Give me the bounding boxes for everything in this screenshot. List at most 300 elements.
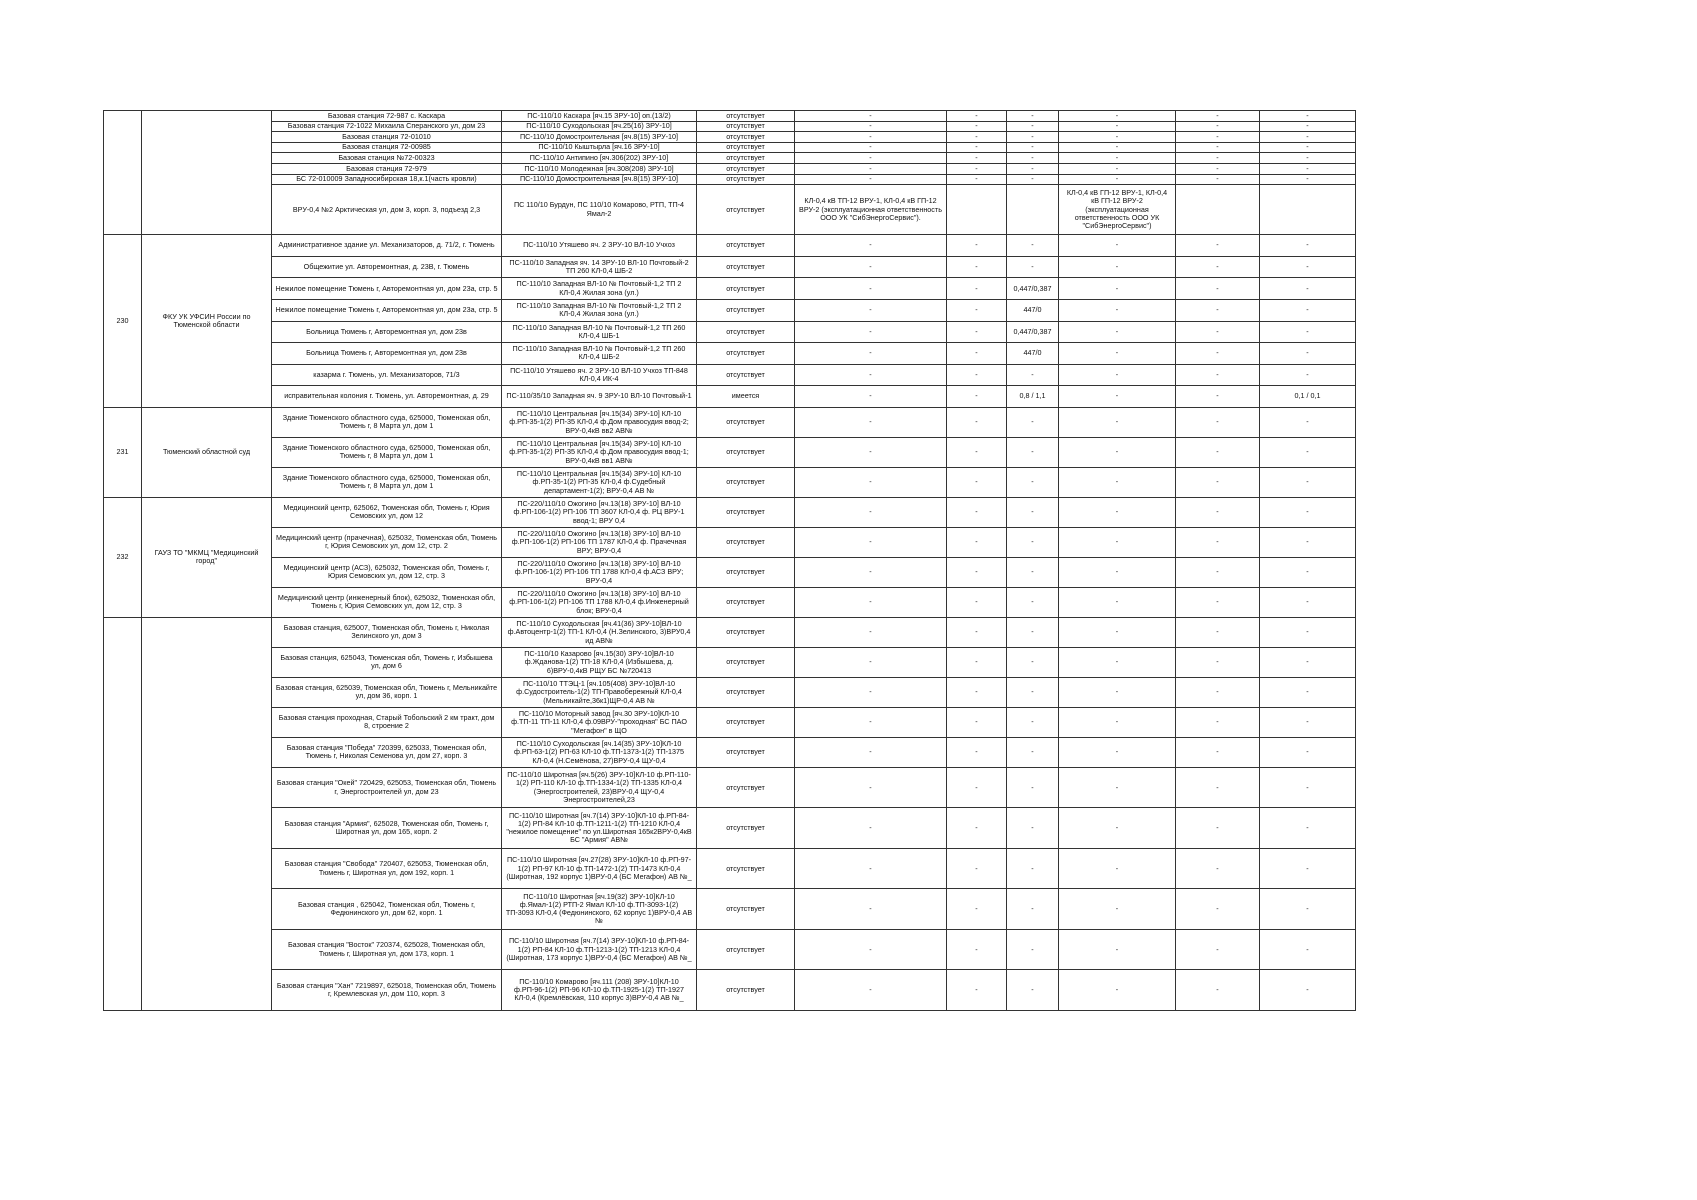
cell-c6: 447/0	[1007, 343, 1059, 365]
cell-c7: -	[1059, 617, 1176, 647]
cell-c4: -	[795, 497, 947, 527]
cell-c5: -	[947, 527, 1007, 557]
cell-c6: -	[1007, 970, 1059, 1011]
cell-c9: -	[1260, 737, 1356, 767]
cell-c5: -	[947, 121, 1007, 132]
cell-c9: 0,1 / 0,1	[1260, 386, 1356, 408]
table-row	[104, 497, 1356, 527]
cell-addr: Здание Тюменского областного суда, 625000, Тюменская обл, Тюмень г, 8 Марта ул, дом 1	[272, 467, 502, 497]
cell-src: ПС-110/10 Западная ВЛ-10 № Почтовый-1,2 ТП 2 КЛ-0,4 Жилая зона (ул.)	[502, 278, 697, 300]
cell-c8: -	[1176, 808, 1260, 849]
table-row	[104, 153, 1356, 164]
cell-c5: -	[947, 437, 1007, 467]
cell-c7: -	[1059, 647, 1176, 677]
cell-c9	[1260, 185, 1356, 235]
cell-c6: -	[1007, 163, 1059, 174]
cell-src: ПС-110/10 Антипино [яч.306(202) ЗРУ-10]	[502, 153, 697, 164]
cell-src: ПС-110/10 Суходольская [яч.41(36) ЗРУ-10]ВЛ-10 ф.Автоцентр-1(2) ТП-1 КЛ-0,4 (Н.Зелинского, 3)ВРУ0,4 ид АВ№	[502, 617, 697, 647]
cell-c5: -	[947, 737, 1007, 767]
organization-name: ФКУ УК УФСИН России по Тюменской области	[142, 235, 272, 408]
cell-c7: -	[1059, 163, 1176, 174]
cell-c4: -	[795, 617, 947, 647]
cell-c7: -	[1059, 321, 1176, 343]
cell-c7: -	[1059, 970, 1176, 1011]
section-number	[104, 111, 142, 235]
cell-c8: -	[1176, 497, 1260, 527]
cell-status: отсутствует	[697, 467, 795, 497]
cell-addr: Медицинский центр (АСЗ), 625032, Тюменская обл, Тюмень г, Юрия Семовских ул, дом 12, стр. 3	[272, 557, 502, 587]
cell-addr: Базовая станция проходная, Старый Тобольский 2 км тракт, дом 8, строение 2	[272, 707, 502, 737]
cell-c8: -	[1176, 321, 1260, 343]
cell-addr: Базовая станция , 625042, Тюменская обл, Тюмень г, Федюнинского ул, дом 62, корп. 1	[272, 889, 502, 930]
cell-c8: -	[1176, 848, 1260, 889]
cell-c4: -	[795, 386, 947, 408]
cell-src: ПС-110/10 Утяшево яч. 2 ЗРУ-10 ВЛ-10 Учхоз	[502, 235, 697, 257]
cell-c8: -	[1176, 527, 1260, 557]
cell-status: отсутствует	[697, 557, 795, 587]
cell-src: ПС-110/10 Центральная [яч.15(34) ЗРУ-10] КЛ-10 ф.РП-35-1(2) РП-35 КЛ-0,4 ф.Судебный департамент-1(2); ВРУ-0,4 АВ №	[502, 467, 697, 497]
cell-status: отсутствует	[697, 497, 795, 527]
cell-c5: -	[947, 153, 1007, 164]
cell-c7: -	[1059, 889, 1176, 930]
cell-addr: Нежилое помещение Тюмень г, Авторемонтная ул, дом 23а, стр. 5	[272, 299, 502, 321]
cell-c7: -	[1059, 677, 1176, 707]
cell-c9: -	[1260, 467, 1356, 497]
cell-c6: -	[1007, 737, 1059, 767]
cell-c5: -	[947, 132, 1007, 143]
cell-c9: -	[1260, 437, 1356, 467]
cell-src: ПС-110/10 Кыштырла [яч.16 ЗРУ-10]	[502, 142, 697, 153]
cell-c5: -	[947, 767, 1007, 808]
cell-c9: -	[1260, 321, 1356, 343]
cell-c4: -	[795, 527, 947, 557]
cell-addr: Здание Тюменского областного суда, 625000, Тюменская обл, Тюмень г, 8 Марта ул, дом 1	[272, 407, 502, 437]
cell-c7: -	[1059, 527, 1176, 557]
cell-status: отсутствует	[697, 587, 795, 617]
cell-c8: -	[1176, 256, 1260, 278]
cell-c8: -	[1176, 235, 1260, 257]
cell-c4: -	[795, 467, 947, 497]
cell-status: отсутствует	[697, 677, 795, 707]
cell-addr: Нежилое помещение Тюмень г, Авторемонтная ул, дом 23а, стр. 5	[272, 278, 502, 300]
cell-src: ПС-110/35/10 Западная яч. 9 ЗРУ-10 ВЛ-10 Почтовый-1	[502, 386, 697, 408]
cell-status: отсутствует	[697, 407, 795, 437]
table-row	[104, 142, 1356, 153]
cell-c4: -	[795, 808, 947, 849]
table-row	[104, 256, 1356, 278]
cell-src: ПС-110/10 Домостроительная [яч.8(15) ЗРУ-10]	[502, 132, 697, 143]
cell-c6: -	[1007, 153, 1059, 164]
cell-addr: Базовая станция 72-01010	[272, 132, 502, 143]
cell-addr: Базовая станция 72-987 с. Каскара	[272, 111, 502, 122]
cell-src: ПС-110/10 Домостроительная [яч.8(15) ЗРУ-10]	[502, 174, 697, 185]
cell-c8: -	[1176, 153, 1260, 164]
cell-addr: Общежитие ул. Авторемонтная, д. 23В, г. Тюмень	[272, 256, 502, 278]
table-row	[104, 467, 1356, 497]
section-number: 230	[104, 235, 142, 408]
cell-c9: -	[1260, 527, 1356, 557]
cell-status: отсутствует	[697, 707, 795, 737]
cell-c7: КЛ-0,4 кВ ГП-12 ВРУ-1, КЛ-0,4 кВ ГП-12 ВРУ-2 (эксплуатационная ответственность ООО УК "СибЭнергоСервис")	[1059, 185, 1176, 235]
cell-c5: -	[947, 343, 1007, 365]
table-row	[104, 174, 1356, 185]
cell-c7: -	[1059, 121, 1176, 132]
table-row	[104, 848, 1356, 889]
cell-addr: Базовая станция 72-00985	[272, 142, 502, 153]
cell-c9: -	[1260, 808, 1356, 849]
cell-c8: -	[1176, 142, 1260, 153]
cell-c8: -	[1176, 437, 1260, 467]
table-row	[104, 111, 1356, 122]
cell-c6: 0,447/0,387	[1007, 278, 1059, 300]
table-row	[104, 647, 1356, 677]
cell-c6: -	[1007, 497, 1059, 527]
cell-c6: -	[1007, 889, 1059, 930]
cell-c5: -	[947, 557, 1007, 587]
cell-addr: Медицинский центр (инженерный блок), 625032, Тюменская обл, Тюмень г, Юрия Семовских ул, дом 12, стр. 3	[272, 587, 502, 617]
cell-status: отсутствует	[697, 278, 795, 300]
cell-c8: -	[1176, 343, 1260, 365]
cell-src: ПС-110/10 ТТЭЦ-1 [яч.105(408) ЗРУ-10]ВЛ-10 ф.Судостроитель-1(2) ТП-Правобережный КЛ-0,4 (Мельникайте,36к1)ЩР-0,4 АВ №	[502, 677, 697, 707]
cell-c8: -	[1176, 617, 1260, 647]
cell-c7: -	[1059, 111, 1176, 122]
cell-src: ПС-110/10 Моторный завод [яч.30 ЗРУ-10]КЛ-10 ф.ТП-11 ТП-11 КЛ-0,4 ф.09ВРУ-"проходная" БС ПАО "Мегафон" в ЩО	[502, 707, 697, 737]
table-row	[104, 299, 1356, 321]
table-row	[104, 808, 1356, 849]
cell-c7: -	[1059, 808, 1176, 849]
cell-c4: КЛ-0,4 кВ ТП-12 ВРУ-1, КЛ-0,4 кВ ГП-12 ВРУ-2 (эксплуатационная ответственность ООО УК "СибЭнергоСервис").	[795, 185, 947, 235]
cell-c7: -	[1059, 299, 1176, 321]
cell-addr: Здание Тюменского областного суда, 625000, Тюменская обл, Тюмень г, 8 Марта ул, дом 1	[272, 437, 502, 467]
cell-status: отсутствует	[697, 185, 795, 235]
cell-c5: -	[947, 321, 1007, 343]
cell-src: ПС-110/10 Каскара [яч.15 ЗРУ-10] оп.(13/2)	[502, 111, 697, 122]
cell-status: отсутствует	[697, 737, 795, 767]
cell-c5: -	[947, 970, 1007, 1011]
cell-c5: -	[947, 808, 1007, 849]
cell-c7: -	[1059, 142, 1176, 153]
organization-name	[142, 617, 272, 1010]
table-row	[104, 889, 1356, 930]
cell-c5: -	[947, 142, 1007, 153]
section-number: 231	[104, 407, 142, 497]
table-row	[104, 707, 1356, 737]
cell-c4: -	[795, 256, 947, 278]
cell-c8: -	[1176, 707, 1260, 737]
cell-src: ПС-220/110/10 Ожогино [яч.13(18) ЗРУ-10] ВЛ-10 ф.РП-106-1(2) РП-106 ТП 3607 КЛ-0,4 ф. РЦ ВРУ-1 ввод-1; ВРУ 0,4	[502, 497, 697, 527]
cell-c4: -	[795, 163, 947, 174]
cell-addr: Базовая станция "Свобода" 720407, 625053, Тюменская обл, Тюмень г, Широтная ул, дом 192, корп. 1	[272, 848, 502, 889]
cell-status: отсутствует	[697, 299, 795, 321]
cell-status: отсутствует	[697, 235, 795, 257]
section-number: 232	[104, 497, 142, 617]
cell-addr: Базовая станция "Победа" 720399, 625033, Тюменская обл, Тюмень г, Николая Семенова ул, дом 27, корп. 3	[272, 737, 502, 767]
cell-c7: -	[1059, 587, 1176, 617]
cell-c6: -	[1007, 235, 1059, 257]
cell-src: ПС-110/10 Широтная [яч.7(14) ЗРУ-10]КЛ-10 ф.РП-84-1(2) РП-84 КЛ-10 ф.ТП-1211-1(2) ТП-1210 КЛ-0,4 "нежилое помещение" по ул.Широтная 165к2ВРУ-0,4кВ БС "Армия" АВ№	[502, 808, 697, 849]
table-row	[104, 407, 1356, 437]
cell-c7: -	[1059, 132, 1176, 143]
cell-status: отсутствует	[697, 527, 795, 557]
cell-c8: -	[1176, 587, 1260, 617]
cell-addr: ВРУ-0,4 №2 Арктическая ул, дом 3, корп. 3, подъезд 2,3	[272, 185, 502, 235]
cell-addr: Базовая станция, 625039, Тюменская обл, Тюмень г, Мельникайте ул, дом 36, корп. 1	[272, 677, 502, 707]
cell-src: ПС-220/110/10 Ожогино [яч.13(18) ЗРУ-10] ВЛ-10 ф.РП-106-1(2) РП-106 ТП 1787 КЛ-0,4 ф. Прачечная ВРУ; ВРУ-0,4	[502, 527, 697, 557]
cell-src: ПС-220/110/10 Ожогино [яч.13(18) ЗРУ-10] ВЛ-10 ф.РП-106-1(2) РП-106 ТП 1788 КЛ-0,4 ф.Инженерный блок; ВРУ-0,4	[502, 587, 697, 617]
cell-c9: -	[1260, 889, 1356, 930]
cell-c6: -	[1007, 407, 1059, 437]
cell-src: ПС-110/10 Комарово [яч.111 (208) ЗРУ-10]КЛ-10 ф.РП-96-1(2) РП-96 КЛ-10 ф.ТП-1925-1(2) ТП-1927 КЛ-0,4 (Кремлёвская, 110 корпус 3)ВРУ-0,4 АВ №_	[502, 970, 697, 1011]
cell-status: отсутствует	[697, 256, 795, 278]
cell-c4: -	[795, 343, 947, 365]
cell-c7: -	[1059, 737, 1176, 767]
cell-c8: -	[1176, 364, 1260, 386]
cell-status: отсутствует	[697, 174, 795, 185]
cell-c8: -	[1176, 278, 1260, 300]
cell-c6: -	[1007, 557, 1059, 587]
cell-status: отсутствует	[697, 153, 795, 164]
cell-c9: -	[1260, 142, 1356, 153]
cell-c5: -	[947, 174, 1007, 185]
cell-status: отсутствует	[697, 970, 795, 1011]
cell-c7: -	[1059, 278, 1176, 300]
cell-src: ПС-110/10 Молодежная [яч.308(208) ЗРУ-10]	[502, 163, 697, 174]
cell-c6	[1007, 185, 1059, 235]
cell-src: ПС-110/10 Широтная [яч.19(32) ЗРУ-10]КЛ-10 ф.Ямал-1(2) РТП-2 Ямал КЛ-10 ф.ТП-3093-1(2) ТП-3093 КЛ-0,4 (Федюнинского, 62 корпус 1)ВРУ-0,4 АВ №	[502, 889, 697, 930]
cell-status: отсутствует	[697, 343, 795, 365]
cell-c6: -	[1007, 364, 1059, 386]
cell-c8	[1176, 185, 1260, 235]
cell-c8: -	[1176, 647, 1260, 677]
cell-src: ПС-110/10 Широтная [яч.27(28) ЗРУ-10]КЛ-10 ф.РП-97-1(2) РП-97 КЛ-10 ф.ТП-1472-1(2) ТП-1473 КЛ-0,4 (Широтная, 192 корпус 1)ВРУ-0,4 (БС Мегафон) АВ №_	[502, 848, 697, 889]
cell-c4: -	[795, 235, 947, 257]
cell-addr: Базовая станция 72-979	[272, 163, 502, 174]
cell-c9: -	[1260, 278, 1356, 300]
cell-c8: -	[1176, 407, 1260, 437]
cell-src: ПС-110/10 Западная ВЛ-10 № Почтовый-1,2 ТП 260 КЛ-0,4 ШБ-1	[502, 321, 697, 343]
cell-src: ПС-110/10 Казарово [яч.15(30) ЗРУ-10]ВЛ-10 ф.Жданова-1(2) ТП-18 КЛ-0,4 (Избышева, д. 6)ВРУ-0,4кВ РЩУ БС №720413	[502, 647, 697, 677]
cell-c4: -	[795, 407, 947, 437]
cell-addr: Базовая станция "Хан" 7219897, 625018, Тюменская обл, Тюмень г, Кремлевская ул, дом 110, корп. 3	[272, 970, 502, 1011]
section-number	[104, 617, 142, 1010]
cell-addr: Медицинский центр (прачечная), 625032, Тюменская обл, Тюмень г, Юрия Семовских ул, дом 12, стр. 2	[272, 527, 502, 557]
cell-c8: -	[1176, 970, 1260, 1011]
cell-c6: 0,447/0,387	[1007, 321, 1059, 343]
cell-c9: -	[1260, 111, 1356, 122]
organization-name: Тюменский областной суд	[142, 407, 272, 497]
cell-c9: -	[1260, 174, 1356, 185]
cell-c9: -	[1260, 647, 1356, 677]
cell-c5: -	[947, 407, 1007, 437]
cell-status: отсутствует	[697, 142, 795, 153]
cell-c9: -	[1260, 557, 1356, 587]
cell-c8: -	[1176, 767, 1260, 808]
data-table	[103, 110, 1356, 1011]
cell-c7: -	[1059, 557, 1176, 587]
cell-status: отсутствует	[697, 132, 795, 143]
table-row	[104, 235, 1356, 257]
cell-c7: -	[1059, 467, 1176, 497]
cell-c5: -	[947, 707, 1007, 737]
cell-c6: -	[1007, 587, 1059, 617]
cell-c8: -	[1176, 174, 1260, 185]
table-row	[104, 343, 1356, 365]
cell-c9: -	[1260, 707, 1356, 737]
cell-status: отсутствует	[697, 121, 795, 132]
cell-c5: -	[947, 299, 1007, 321]
cell-c8: -	[1176, 111, 1260, 122]
cell-c9: -	[1260, 132, 1356, 143]
cell-c6: -	[1007, 174, 1059, 185]
cell-status: отсутствует	[697, 364, 795, 386]
table-row	[104, 527, 1356, 557]
table-row	[104, 437, 1356, 467]
table-row	[104, 321, 1356, 343]
cell-status: отсутствует	[697, 767, 795, 808]
cell-c4: -	[795, 437, 947, 467]
cell-addr: Базовая станция 72-1022 Михаила Сперанского ул, дом 23	[272, 121, 502, 132]
cell-c4: -	[795, 587, 947, 617]
cell-c9: -	[1260, 970, 1356, 1011]
cell-src: ПС-110/10 Утяшево яч. 2 ЗРУ-10 ВЛ-10 Учхоз ТП-848 КЛ-0,4 ИК-4	[502, 364, 697, 386]
cell-addr: Больница Тюмень г, Авторемонтная ул, дом 23в	[272, 321, 502, 343]
cell-status: отсутствует	[697, 647, 795, 677]
cell-c7: -	[1059, 929, 1176, 970]
cell-addr: Базовая станция "Армия", 625028, Тюменская обл, Тюмень г, Широтная ул, дом 165, корп. 2	[272, 808, 502, 849]
cell-addr: Базовая станция "Восток" 720374, 625028, Тюменская обл, Тюмень г, Широтная ул, дом 173, корп. 1	[272, 929, 502, 970]
cell-c4: -	[795, 299, 947, 321]
cell-c4: -	[795, 848, 947, 889]
table-row	[104, 767, 1356, 808]
cell-c4: -	[795, 737, 947, 767]
cell-c8: -	[1176, 121, 1260, 132]
cell-c7: -	[1059, 343, 1176, 365]
cell-c6: -	[1007, 808, 1059, 849]
cell-c5: -	[947, 386, 1007, 408]
cell-c9: -	[1260, 497, 1356, 527]
cell-c5: -	[947, 497, 1007, 527]
cell-c4: -	[795, 557, 947, 587]
cell-status: отсутствует	[697, 437, 795, 467]
cell-c6: -	[1007, 647, 1059, 677]
cell-c9: -	[1260, 617, 1356, 647]
cell-c4: -	[795, 767, 947, 808]
cell-addr: Базовая станция "Окей" 720429, 625053, Тюменская обл, Тюмень г, Энергостроителей ул, дом 23	[272, 767, 502, 808]
cell-c4: -	[795, 153, 947, 164]
organization-name	[142, 111, 272, 235]
cell-c7: -	[1059, 386, 1176, 408]
cell-src: ПС-110/10 Западная яч. 14 ЗРУ-10 ВЛ-10 Почтовый-2 ТП 260 КЛ-0,4 ШБ-2	[502, 256, 697, 278]
cell-c6: -	[1007, 121, 1059, 132]
table-row	[104, 557, 1356, 587]
cell-c6: -	[1007, 707, 1059, 737]
cell-c5: -	[947, 587, 1007, 617]
cell-c5: -	[947, 111, 1007, 122]
cell-c9: -	[1260, 256, 1356, 278]
cell-c5: -	[947, 256, 1007, 278]
table-row	[104, 386, 1356, 408]
cell-c6: -	[1007, 437, 1059, 467]
cell-c6: -	[1007, 677, 1059, 707]
cell-c5: -	[947, 929, 1007, 970]
cell-c9: -	[1260, 587, 1356, 617]
cell-c9: -	[1260, 299, 1356, 321]
cell-status: отсутствует	[697, 929, 795, 970]
cell-c5: -	[947, 278, 1007, 300]
cell-c8: -	[1176, 557, 1260, 587]
cell-c9: -	[1260, 929, 1356, 970]
table-row	[104, 677, 1356, 707]
cell-c9: -	[1260, 235, 1356, 257]
table-row	[104, 970, 1356, 1011]
cell-c8: -	[1176, 889, 1260, 930]
cell-c5: -	[947, 889, 1007, 930]
cell-src: ПС-110/10 Суходольская [яч.14(35) ЗРУ-10]КЛ-10 ф.РП-63-1(2) РП-63 КЛ-10 ф.ТП-1373-1(2) ТП-1375 КЛ-0,4 (Н.Семёнова, 27)ВРУ-0,4 ЩУ-0,4	[502, 737, 697, 767]
cell-c6: -	[1007, 848, 1059, 889]
cell-c6: -	[1007, 617, 1059, 647]
cell-src: ПС-110/10 Западная ВЛ-10 № Почтовый-1,2 ТП 260 КЛ-0,4 ШБ-2	[502, 343, 697, 365]
cell-status: отсутствует	[697, 889, 795, 930]
cell-c4: -	[795, 970, 947, 1011]
cell-src: ПС-110/10 Центральная [яч.15(34) ЗРУ-10] КЛ-10 ф.РП-35-1(2) РП-35 КЛ-0,4 ф.Дом правосудия ввод-2; ВРУ-0,4кВ вв2 АВ№	[502, 407, 697, 437]
cell-status: отсутствует	[697, 321, 795, 343]
cell-addr: исправительная колония г. Тюмень, ул. Авторемонтная, д. 29	[272, 386, 502, 408]
cell-c9: -	[1260, 121, 1356, 132]
organization-name: ГАУЗ ТО "МКМЦ "Медицинский город"	[142, 497, 272, 617]
cell-c8: -	[1176, 132, 1260, 143]
cell-addr: Больница Тюмень г, Авторемонтная ул, дом 23в	[272, 343, 502, 365]
cell-c4: -	[795, 647, 947, 677]
cell-c7: -	[1059, 235, 1176, 257]
cell-c5: -	[947, 848, 1007, 889]
cell-c6: -	[1007, 142, 1059, 153]
cell-status: отсутствует	[697, 163, 795, 174]
cell-c4: -	[795, 321, 947, 343]
cell-c9: -	[1260, 364, 1356, 386]
cell-src: ПС-110/10 Западная ВЛ-10 № Почтовый-1,2 ТП 2 КЛ-0,4 Жилая зона (ул.)	[502, 299, 697, 321]
cell-c7: -	[1059, 407, 1176, 437]
cell-c8: -	[1176, 467, 1260, 497]
cell-c6: -	[1007, 767, 1059, 808]
cell-status: отсутствует	[697, 808, 795, 849]
cell-addr: БС 72-010009 Западносибирская 18,к.1(часть кровли)	[272, 174, 502, 185]
cell-c6: -	[1007, 111, 1059, 122]
cell-c5: -	[947, 677, 1007, 707]
cell-c4: -	[795, 132, 947, 143]
cell-c4: -	[795, 929, 947, 970]
cell-c9: -	[1260, 677, 1356, 707]
cell-src: ПС 110/10 Бурдун, ПС 110/10 Комарово, РТП, ТП-4 Ямал-2	[502, 185, 697, 235]
cell-c5: -	[947, 163, 1007, 174]
table-row	[104, 278, 1356, 300]
cell-addr: Базовая станция, 625007, Тюменская обл, Тюмень г, Николая Зелинского ул, дом 3	[272, 617, 502, 647]
cell-c6: -	[1007, 132, 1059, 143]
cell-c4: -	[795, 364, 947, 386]
cell-c9: -	[1260, 153, 1356, 164]
table-row	[104, 587, 1356, 617]
cell-c6: -	[1007, 929, 1059, 970]
cell-c9: -	[1260, 163, 1356, 174]
cell-c7: -	[1059, 707, 1176, 737]
cell-c5: -	[947, 364, 1007, 386]
cell-c8: -	[1176, 386, 1260, 408]
table-row	[104, 364, 1356, 386]
cell-c4: -	[795, 677, 947, 707]
cell-c8: -	[1176, 163, 1260, 174]
cell-c8: -	[1176, 737, 1260, 767]
cell-status: отсутствует	[697, 848, 795, 889]
table-row	[104, 737, 1356, 767]
